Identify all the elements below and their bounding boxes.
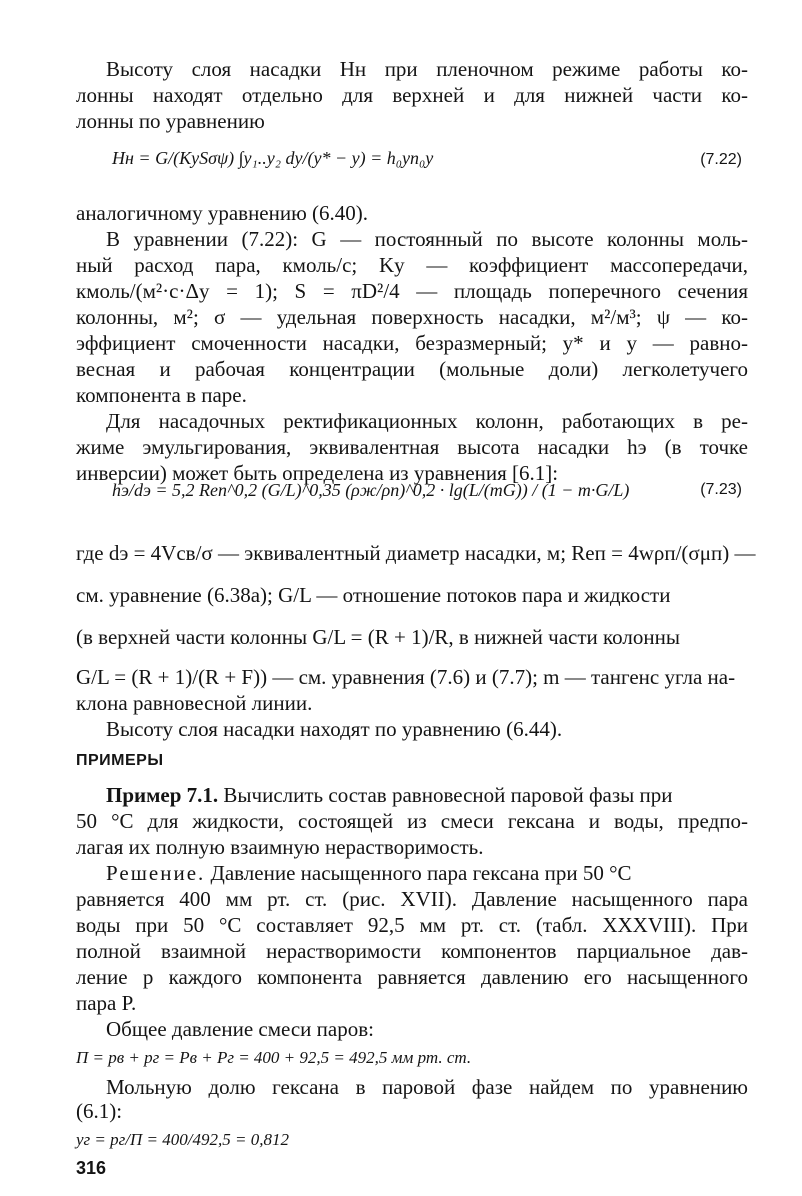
text-line: лонны находят отдельно для верхней и для нижней части ко- <box>76 83 748 107</box>
example-line <box>106 782 748 808</box>
section-heading: ПРИМЕРЫ <box>76 752 164 769</box>
solution-label: Решение. <box>106 861 206 885</box>
text-line: колонны, м²; σ — удельная поверхность насадки, м²/м³; ψ — ко- <box>76 305 748 329</box>
text-line: ление p каждого компонента равняется давлению его насыщенного <box>76 965 748 989</box>
text-line: Высоту слоя насадки Hн при пленочном режиме работы ко- <box>106 57 748 81</box>
page-number: 316 <box>76 1158 107 1178</box>
text-line: жиме эмульгирования, эквивалентная высота насадки hэ (в точке <box>76 435 748 459</box>
text-line: пара P. <box>76 991 137 1015</box>
solution-line <box>106 860 748 886</box>
equation-7-22: Hн = G/(KySσψ) ∫y₁..y₂ dy/(y* − y) = h₀yn₀y <box>112 148 434 168</box>
equation-7-23: hэ/dэ = 5,2 Reп^0,2 (G/L)^0,35 (ρж/ρп)^0,2 · lg(L/(mG)) / (1 − m·G/L) <box>112 480 630 500</box>
text-line: аналогичному уравнению (6.40). <box>76 201 369 225</box>
text-line: воды при 50 °С составляет 92,5 мм рт. ст. (табл. XXXVIII). При <box>76 913 748 937</box>
text-line: лагая их полную взаимную нерастворимость. <box>76 835 484 859</box>
text-line: полной взаимной нерастворимости компонентов парциальное дав- <box>76 939 748 963</box>
text-line: Для насадочных ректификационных колонн, работающих в ре- <box>106 409 748 433</box>
text-line: (6.1): <box>76 1099 123 1123</box>
text-line: см. уравнение (6.38а); G/L — отношение потоков пара и жидкости <box>76 583 671 607</box>
text-line: Мольную долю гексана в паровой фазе найдем по уравнению <box>106 1075 748 1099</box>
text-line: эффициент смоченности насадки, безразмерный; y* и y — равно- <box>76 331 748 355</box>
text-line: клона равновесной линии. <box>76 691 313 715</box>
text-line: компонента в паре. <box>76 383 247 407</box>
equation-mole-fraction: yг = pг/П = 400/492,5 = 0,812 <box>76 1130 289 1149</box>
equation-number: (7.23) <box>700 481 742 498</box>
text-line: G/L = (R + 1)/(R + F)) — см. уравнения (7.6) и (7.7); m — тангенс угла на- <box>76 665 736 689</box>
text-line: где dэ = 4Vсв/σ — эквивалентный диаметр насадки, м; Reп = 4wρп/(σμп) — <box>76 541 756 565</box>
example-label: Пример 7.1. <box>106 783 219 807</box>
text-line: равняется 400 мм рт. ст. (рис. XVII). Давление насыщенного пара <box>76 887 748 911</box>
text-line: В уравнении (7.22): G — постоянный по высоте колонны моль- <box>106 227 748 251</box>
text-line: Общее давление смеси паров: <box>106 1017 374 1041</box>
solution-text: Давление насыщенного пара гексана при 50 °С <box>210 861 632 885</box>
text-line: Высоту слоя насадки находят по уравнению (6.44). <box>106 717 563 741</box>
equation-total-pressure: П = pв + pг = Pв + Pг = 400 + 92,5 = 492,5 мм рт. ст. <box>76 1048 472 1067</box>
text-line: (в верхней части колонны G/L = (R + 1)/R, в нижней части колонны <box>76 625 680 649</box>
text-line: весная и рабочая концентрации (мольные доли) легколетучего <box>76 357 748 381</box>
text-line: лонны по уравнению <box>76 109 265 133</box>
text-line: ный расход пара, кмоль/с; Ky — коэффициент массопередачи, <box>76 253 748 277</box>
text-line: кмоль/(м²·с·Δy = 1); S = πD²/4 — площадь поперечного сечения <box>76 279 748 303</box>
text-line: 50 °С для жидкости, состоящей из смеси гексана и воды, предпо- <box>76 809 748 833</box>
equation-number: (7.22) <box>700 151 742 168</box>
text-line: инверсии) может быть определена из уравнения [6.1]: <box>76 461 559 485</box>
example-text: Вычислить состав равновесной паровой фазы при <box>223 783 673 807</box>
